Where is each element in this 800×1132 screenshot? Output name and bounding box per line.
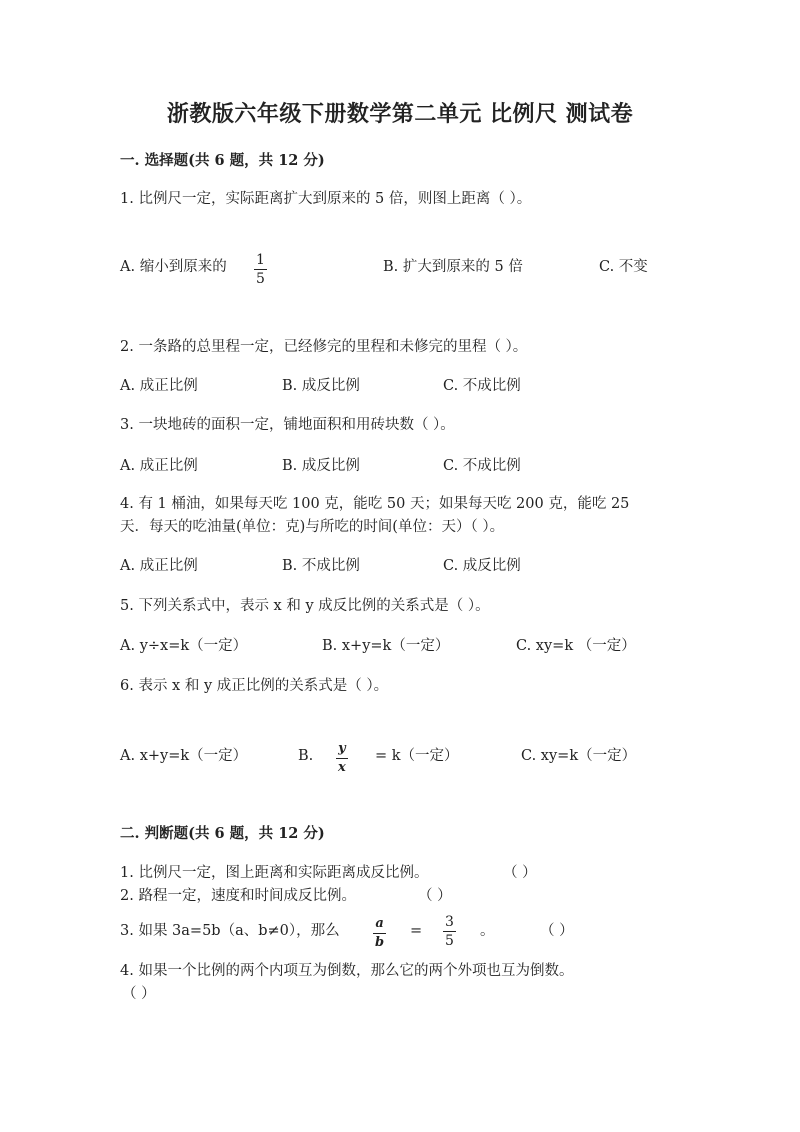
question-4-option-c: C. 成反比例: [443, 558, 521, 574]
question-1-option-a: A. 缩小到原来的: [120, 259, 227, 275]
judgement-4-text: 4. 如果一个比例的两个内项互为倒数，那么它的两个外项也互为倒数。: [120, 963, 574, 979]
question-2-option-c: C. 不成比例: [443, 378, 521, 394]
judgement-2-text: 2. 路程一定，速度和时间成反比例。: [120, 888, 356, 904]
question-4-option-a: A. 成正比例: [120, 558, 198, 574]
fraction-numerator: 1: [256, 252, 265, 268]
question-1-option-c: C. 不变: [599, 259, 648, 275]
question-6-option-b-label: B.: [298, 748, 314, 764]
fraction-bar: [254, 269, 267, 270]
judgement-2-answer-blank: （ ）: [418, 888, 452, 904]
judgement-3-equals: =: [410, 923, 423, 939]
section-heading-judgement: 二. 判断题(共 6 题，共 12 分): [120, 825, 325, 842]
page-title: 浙教版六年级下册数学第二单元 比例尺 测试卷: [166, 101, 634, 127]
question-6-stem: 6. 表示 x 和 y 成正比例的关系式是（ ）。: [120, 678, 389, 694]
question-6-option-b-rest: = k（一定）: [375, 748, 459, 764]
question-1-option-a-fraction: [254, 252, 267, 287]
judgement-3-text: 3. 如果 3a=5b（a、b≠0），那么: [120, 923, 340, 939]
judgement-3-fraction-ab: [373, 916, 386, 951]
question-3-option-c: C. 不成比例: [443, 458, 521, 474]
section-heading-choice: 一. 选择题(共 6 题，共 12 分): [120, 152, 325, 169]
fraction-denominator: x: [338, 760, 346, 775]
question-5-option-a: A. y÷x=k（一定）: [120, 638, 248, 654]
fraction-denominator: 5: [256, 271, 265, 287]
fraction-bar: [373, 933, 386, 934]
question-2-option-a: A. 成正比例: [120, 378, 198, 394]
question-6-option-c: C. xy=k（一定）: [521, 748, 637, 764]
fraction-numerator: 3: [445, 914, 454, 930]
question-1-stem: 1. 比例尺一定，实际距离扩大到原来的 5 倍，则图上距离（ ）。: [120, 191, 532, 207]
fraction-bar: [336, 758, 348, 759]
judgement-3-fraction-35: [443, 914, 456, 949]
question-5-option-c: C. xy=k （一定）: [516, 638, 636, 654]
question-1-option-b: B. 扩大到原来的 5 倍: [383, 259, 523, 275]
question-6-option-b-fraction: [336, 741, 348, 776]
question-2-stem: 2. 一条路的总里程一定，已经修完的里程和未修完的里程（ ）。: [120, 339, 528, 355]
question-2-option-b: B. 成反比例: [282, 378, 360, 394]
question-4-stem-line1: 4. 有 1 桶油，如果每天吃 100 克，能吃 50 天；如果每天吃 200 克，能吃 25: [120, 496, 630, 512]
judgement-1-text: 1. 比例尺一定，图上距离和实际距离成反比例。: [120, 865, 429, 881]
judgement-4-answer-blank: （ ）: [122, 986, 156, 1002]
question-5-stem: 5. 下列关系式中，表示 x 和 y 成反比例的关系式是（ ）。: [120, 598, 490, 614]
question-5-option-b: B. x+y=k（一定）: [322, 638, 450, 654]
question-6-option-a: A. x+y=k（一定）: [120, 748, 248, 764]
fraction-numerator: y: [338, 741, 346, 756]
fraction-bar: [443, 931, 456, 932]
question-3-option-a: A. 成正比例: [120, 458, 198, 474]
fraction-numerator: a: [375, 916, 384, 931]
question-3-stem: 3. 一块地砖的面积一定，铺地面积和用砖块数（ ）。: [120, 417, 455, 433]
fraction-denominator: b: [375, 935, 385, 950]
question-4-option-b: B. 不成比例: [282, 558, 360, 574]
judgement-3-period: 。: [480, 923, 495, 939]
judgement-1-answer-blank: （ ）: [503, 865, 537, 881]
question-3-option-b: B. 成反比例: [282, 458, 360, 474]
question-4-stem-line2: 天．每天的吃油量(单位：克)与所吃的时间(单位：天）（ ）。: [120, 519, 505, 535]
judgement-3-answer-blank: （ ）: [540, 923, 574, 939]
fraction-denominator: 5: [445, 933, 454, 949]
